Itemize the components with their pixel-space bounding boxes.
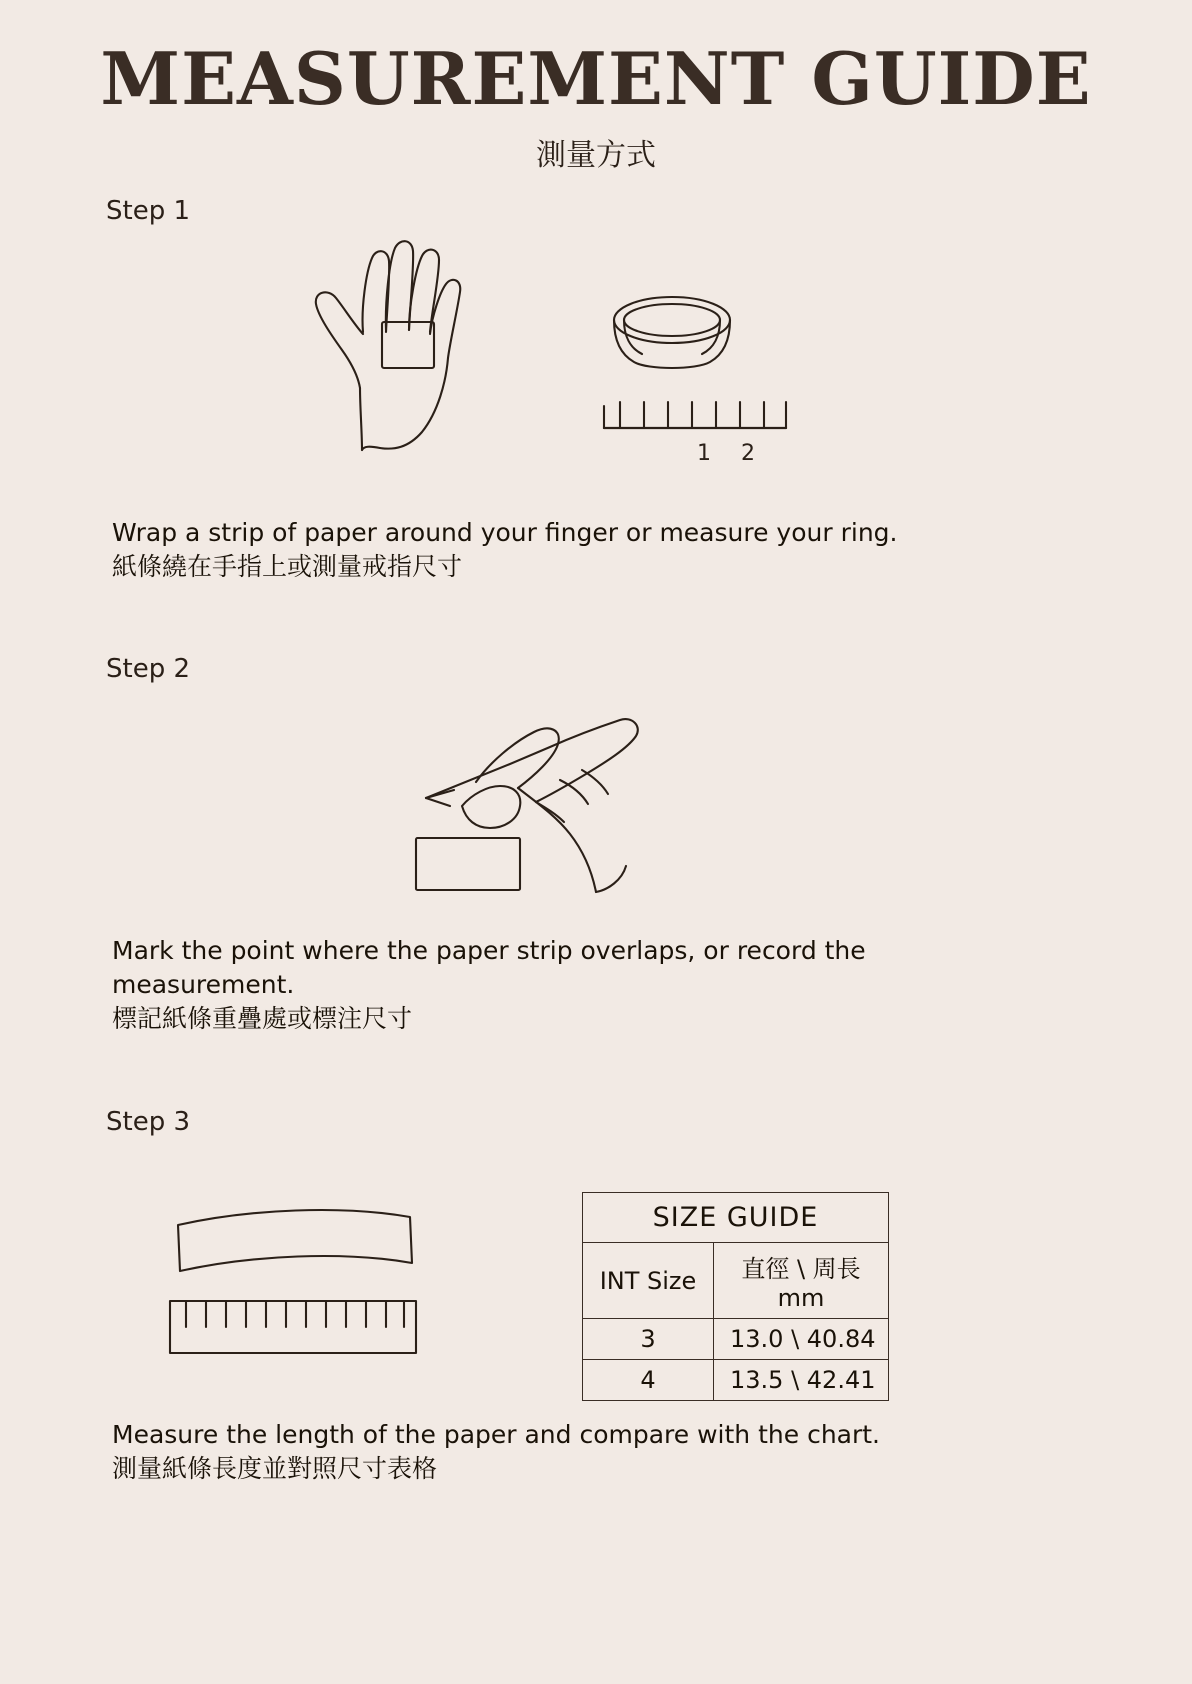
table-row [583,1319,889,1360]
step-1-label: Step 1 [106,196,191,226]
table-row [583,1360,889,1401]
column-header-int-size: INT Size [583,1243,714,1319]
step-3-caption [112,1418,1072,1486]
step-3-caption-zh: 測量紙條長度並對照尺寸表格 [112,1453,438,1483]
step-2-caption-en: Mark the point where the paper strip overlaps, or record the measurement. [112,936,866,999]
cell-int-size: 3 [583,1319,714,1360]
paper-strip-illustration [178,1210,412,1271]
size-guide-title: SIZE GUIDE [583,1193,889,1243]
page-title: MEASUREMENT GUIDE [100,36,1092,121]
cell-measure: 13.5 \ 42.41 [714,1360,889,1401]
step-1-caption-en: Wrap a strip of paper around your finger or measure your ring. [112,518,898,547]
cell-int-size: 4 [583,1360,714,1401]
size-guide-title-row [583,1193,889,1243]
step-3-label: Step 3 [106,1107,191,1137]
step-3-caption-en: Measure the length of the paper and compare with the chart. [112,1420,881,1449]
column-header-diameter-circumference: 直徑 \ 周長mm [714,1243,889,1319]
page-subtitle: 測量方式 [536,138,656,173]
hand-holding-pen-illustration [410,690,670,924]
ring-on-ruler-illustration [600,278,820,482]
step-2-caption [112,934,992,1035]
size-guide-table [582,1192,889,1401]
cell-measure: 13.0 \ 40.84 [714,1319,889,1360]
step-2-label: Step 2 [106,654,191,684]
step-2-caption-zh: 標記紙條重疊處或標注尺寸 [112,1003,413,1033]
ruler-mark-2: 2 [741,441,755,466]
size-guide-header-row [583,1243,889,1319]
ruler-mark-1: 1 [697,441,711,466]
step-1-caption-zh: 紙條繞在手指上或測量戒指尺寸 [112,551,463,581]
step-1-caption [112,516,1072,584]
hand-with-paper-strip-illustration [270,236,500,480]
paper-strip-and-ruler-illustration [160,1195,440,1369]
ruler-illustration [170,1301,416,1353]
